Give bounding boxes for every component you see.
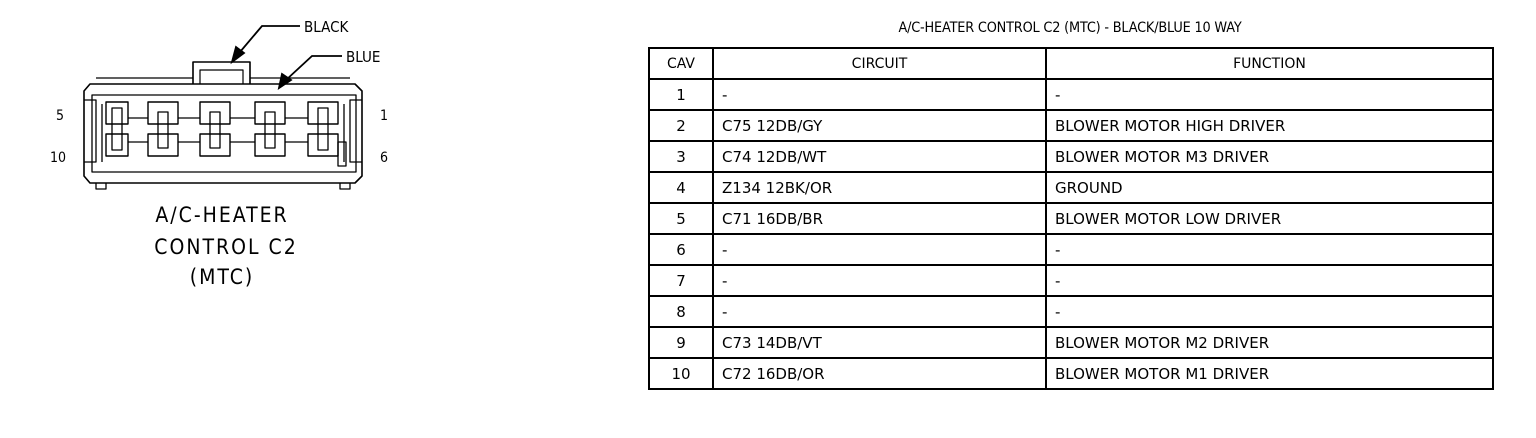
connector-figure [0, 0, 420, 434]
cell-cav: 4 [649, 172, 713, 203]
cavity-row-bottom [106, 134, 338, 156]
table-row [649, 203, 1493, 234]
cell-function: - [1046, 265, 1493, 296]
connector-drawing [0, 0, 420, 434]
cell-circuit: C73 14DB/VT [713, 327, 1046, 358]
blue-callout-label: BLUE [346, 48, 381, 66]
connector-name-line2: CONTROL C2 [154, 235, 298, 259]
black-callout-label: BLACK [304, 18, 349, 36]
table-row [649, 296, 1493, 327]
terminal-blades [112, 108, 328, 150]
cell-circuit: Z134 12BK/OR [713, 172, 1046, 203]
cell-circuit: - [713, 79, 1046, 110]
cell-cav: 5 [649, 203, 713, 234]
blue-callout-line [286, 56, 342, 80]
pin-label-1: 1 [380, 108, 389, 124]
cell-function: BLOWER MOTOR HIGH DRIVER [1046, 110, 1493, 141]
header-cav: CAV [649, 48, 713, 79]
cell-function: BLOWER MOTOR LOW DRIVER [1046, 203, 1493, 234]
cell-cav: 10 [649, 358, 713, 389]
cell-cav: 6 [649, 234, 713, 265]
table-row [649, 358, 1493, 389]
black-callout-line [240, 26, 300, 52]
cell-function: BLOWER MOTOR M3 DRIVER [1046, 141, 1493, 172]
table-row [649, 141, 1493, 172]
pinout-table [648, 47, 1494, 390]
header-circuit: CIRCUIT [713, 48, 1046, 79]
cavity-row-top [106, 102, 338, 124]
cell-function: - [1046, 234, 1493, 265]
cell-cav: 9 [649, 327, 713, 358]
connector-name-line1: A/C-HEATER [155, 203, 289, 227]
header-function: FUNCTION [1046, 48, 1493, 79]
cell-function: - [1046, 296, 1493, 327]
cell-cav: 1 [649, 79, 713, 110]
connector-name-line3: (MTC) [189, 265, 255, 289]
table-header-row [649, 48, 1493, 79]
cell-cav: 7 [649, 265, 713, 296]
cell-circuit: C71 16DB/BR [713, 203, 1046, 234]
table-title: A/C-HEATER CONTROL C2 (MTC) - BLACK/BLUE 10 WAY [898, 20, 1242, 36]
cell-function: BLOWER MOTOR M1 DRIVER [1046, 358, 1493, 389]
cell-cav: 2 [649, 110, 713, 141]
pin-label-10: 10 [50, 150, 67, 166]
table-row [649, 234, 1493, 265]
lock-tab [193, 62, 250, 84]
cell-function: BLOWER MOTOR M2 DRIVER [1046, 327, 1493, 358]
left-latch [84, 100, 96, 162]
cell-circuit: - [713, 296, 1046, 327]
cell-circuit: C75 12DB/GY [713, 110, 1046, 141]
cell-circuit: - [713, 265, 1046, 296]
cell-cav: 3 [649, 141, 713, 172]
pin-label-6: 6 [380, 150, 389, 166]
cell-function: GROUND [1046, 172, 1493, 203]
table-row [649, 110, 1493, 141]
cell-function: - [1046, 79, 1493, 110]
table-row [649, 79, 1493, 110]
cell-circuit: C72 16DB/OR [713, 358, 1046, 389]
cell-cav: 8 [649, 296, 713, 327]
pin-label-5: 5 [56, 108, 65, 124]
cell-circuit: - [713, 234, 1046, 265]
table-row [649, 327, 1493, 358]
cell-circuit: C74 12DB/WT [713, 141, 1046, 172]
table-row [649, 172, 1493, 203]
table-row [649, 265, 1493, 296]
